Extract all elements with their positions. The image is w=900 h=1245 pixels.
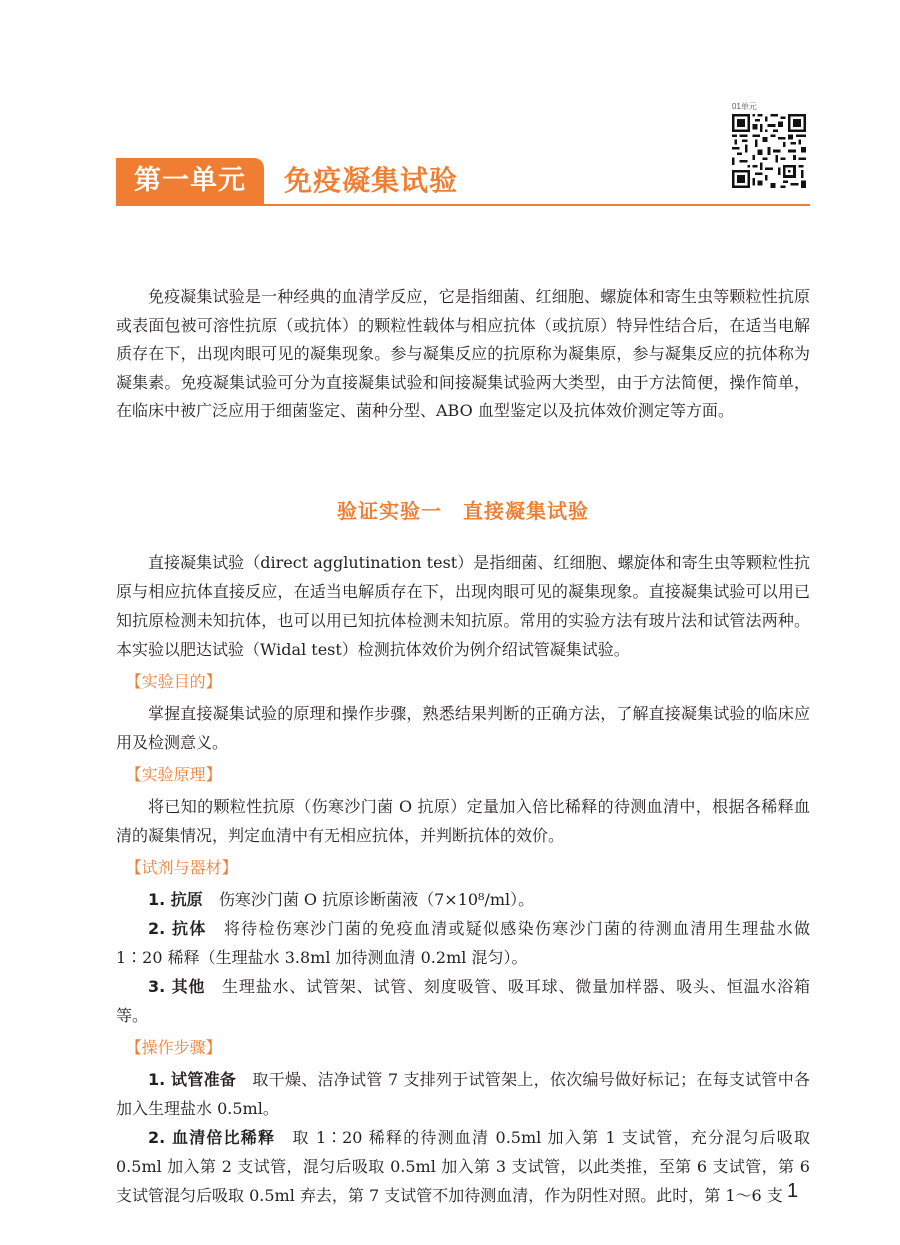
materials-item-lead: 1. 抗原 [148,890,203,909]
steps-item-text: 取干燥、洁净试管 7 支排列于试管架上，依次编号做好标记；在每支试管中各加入生理盐水 0.5ml。 [116,1070,810,1118]
materials-item-lead: 2. 抗体 [148,919,207,938]
steps-item [116,1123,810,1210]
materials-item [116,914,810,972]
page-number: 1 [787,1180,799,1202]
purpose-text: 掌握直接凝集试验的原理和操作步骤，熟悉结果判断的正确方法，了解直接凝集试验的临床应用及检测意义。 [116,704,810,752]
steps-item-text: 取 1∶20 稀释的待测血清 0.5ml 加入第 1 支试管，充分混匀后吸取 0.5ml 加入第 2 支试管，混匀后吸取 0.5ml 加入第 3 支试管，以此类推，至第 6 支试管，第 6 支试管混匀后吸取 0.5ml 弃去，第 7 支试管不加待测血清，作为阴性对照。此时，第 1～6 支 [116,1128,810,1205]
qr-caption: 01单元 [732,102,757,111]
materials-item-text: 将待检伤寒沙门菌的免疫血清或疑似感染伤寒沙门菌的待测血清用生理盐水做 1∶20 稀释（生理盐水 3.8ml 加待测血清 0.2ml 混匀）。 [116,919,810,967]
materials-item-text: 生理盐水、试管架、试管、刻度吸管、吸耳球、微量加样器、吸头、恒温水浴箱等。 [116,977,810,1025]
unit-label: 第一单元 [116,158,264,204]
materials-heading: 【试剂与器材】 [125,858,238,877]
principle-text: 将已知的颗粒性抗原（伤寒沙门菌 O 抗原）定量加入倍比稀释的待测血清中，根据各稀释血清的凝集情况，判定血清中有无相应抗体，并判断抗体的效价。 [116,797,810,845]
steps-heading: 【操作步骤】 [125,1038,222,1057]
materials-item-lead: 3. 其他 [148,977,206,996]
materials-item-text: 伤寒沙门菌 O 抗原诊断菌液（7×10⁸/ml）。 [218,890,535,909]
steps-item-lead: 1. 试管准备 [148,1070,237,1089]
intro-paragraph: 免疫凝集试验是一种经典的血清学反应，它是指细菌、红细胞、螺旋体和寄生虫等颗粒性抗原或表面包被可溶性抗原（或抗体）的颗粒性载体与相应抗体（或抗原）特异性结合后，在适当电解质存在下，出现肉眼可见的凝集现象。参与凝集反应的抗原称为凝集原，参与凝集反应的抗体称为凝集素。免疫凝集试验可分为直接凝集试验和间接凝集试验两大类型，由于方法简便，操作简单，在临床中被广泛应用于细菌鉴定、菌种分型、ABO 血型鉴定以及抗体效价测定等方面。 [116,287,810,420]
section-intro: 直接凝集试验（direct agglutination test）是指细菌、红细胞、螺旋体和寄生虫等颗粒性抗原与相应抗体直接反应，在适当电解质存在下，出现肉眼可见的凝集现象。直接凝集试验可以用已知抗原检测未知抗体，也可以用已知抗体检测未知抗原。常用的实验方法有玻片法和试管法两种。本实验以肥达试验（Widal test）检测抗体效价为例介绍试管凝集试验。 [116,553,810,659]
steps-item-lead: 2. 血清倍比稀释 [148,1128,276,1147]
purpose-heading: 【实验目的】 [125,672,222,691]
section-title: 验证实验一 直接凝集试验 [337,499,589,523]
section-body [116,548,810,1210]
unit-title: 免疫凝集试验 [284,164,459,197]
unit-header [116,158,810,210]
materials-item [116,885,810,914]
materials-item [116,972,810,1030]
steps-item [116,1065,810,1123]
principle-heading: 【实验原理】 [125,765,222,784]
header-divider [116,204,810,206]
unit-intro [116,283,810,426]
